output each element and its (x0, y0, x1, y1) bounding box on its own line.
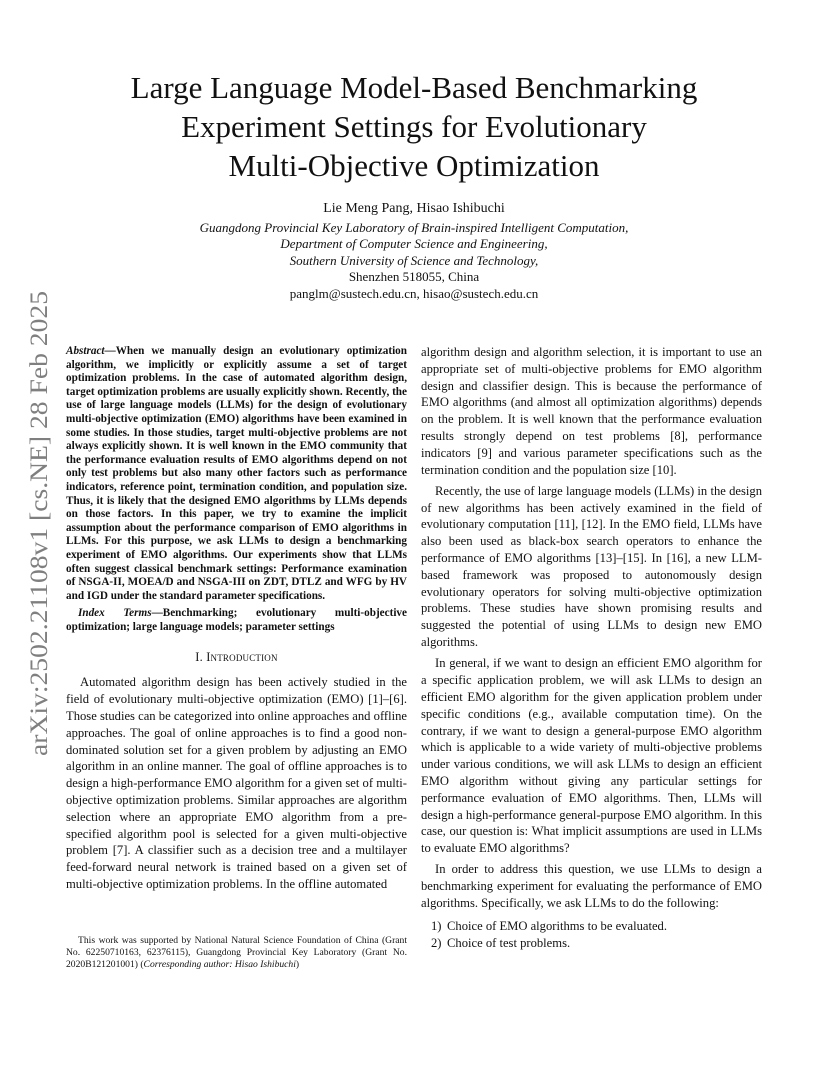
title-line: Large Language Model-Based Benchmarking (130, 70, 698, 105)
task-list (421, 918, 762, 952)
abstract-text: —When we manually design an evolutionary optimization algorithm, we implicitly or explicitly assume a set of target optimization problems. In the case of automated algorithm design, target optimization problems are usually explicitly shown. Recently, the use of large language models (LLMs) for the design of evolutionary multi-objective optimization (EMO) algorithms have been examined in some studies. In those studies, target multi-objective problems are not always explicitly shown. It is well known in the EMO community that the performance evaluation results of EMO algorithms depend on not only test problems but also many other factors such as performance indicators, reference point, termination condition, and population size. Thus, it is likely that the designed EMO algorithms by LLMs depends on those factors. In this paper, we try to examine the implicit assumption about the performance comparison of EMO algorithms in LLMs. For this purpose, we ask LLMs to design a benchmarking experiment of EMO algorithms. Our experiments show that LLMs often suggest classical benchmark settings: Performance examination of NSGA-II, MOEA/D and NSGA-III on ZDT, DTLZ and WFG by HV and IGD under the standard parameter specifications. (66, 345, 407, 602)
body-paragraph: algorithm design and algorithm selection, it is important to use an appropriate set of multi-objective problems for EMO algorithm design and classifier design. This is because the performance of EMO algorithms (and almost all optimization algorithms) depends on the problem. It is well known that the performance evaluation results strongly depend on test problems [8], performance indicators [9] and various parameter specifications such as the termination condition and the population size [10]. (421, 345, 762, 477)
funding-footnote (66, 935, 407, 971)
list-item (421, 918, 762, 935)
author-emails: panglm@sustech.edu.cn, hisao@sustech.edu.cn (289, 285, 539, 301)
footnote-text: This work was supported by National Natural Science Foundation of China (Grant No. 62250710163, 62376115), Guangdong Provincial Key Laboratory (Grant No. 2020B121201001) ( (66, 935, 407, 970)
footnote-corresponding: Corresponding author: Hisao Ishibuchi (143, 959, 296, 970)
affiliation-line: Southern University of Science and Technology, (289, 252, 539, 268)
affiliation-line: Department of Computer Science and Engineering, (280, 236, 548, 251)
list-number: 1) (431, 918, 442, 933)
affiliation-line: Guangdong Provincial Key Laboratory of Brain-inspired Intelligent Computation, (199, 219, 629, 235)
footnote-close: ) (295, 959, 300, 970)
intro-paragraph: Automated algorithm design has been actively studied in the field of evolutionary multi-objective optimization (EMO) [1]–[6]. Those studies can be categorized into online approaches and offline approaches. The goal of online approaches is to find a good non-dominated solution set for a given problem by adjusting an EMO algorithm in an online manner. The goal of offline approaches is to design a high-performance EMO algorithm for a given set of multi-objective optimization problems. Similar approaches are algorithm selection where an appropriate EMO algorithm from a pre-specified algorithm pool is selected for a given multi-objective problem [7]. A classifier such as a decision tree and a multilayer feed-forward neural network is trained based on a given set of multi-objective optimization problems. In the offline automated (66, 675, 407, 892)
body-paragraph: In order to address this question, we use LLMs to design a benchmarking experiment for evaluating the performance of EMO algorithms. Specifically, we ask LLMs to do the following: (421, 862, 762, 910)
list-text: Choice of EMO algorithms to be evaluated. (447, 918, 667, 933)
list-number: 2) (431, 935, 442, 950)
title-line: Multi-Objective Optimization (228, 148, 600, 183)
arxiv-identifier: arXiv:2502.21108v1 [cs.NE] 28 Feb 2025 (26, 334, 53, 756)
section-numeral: I. (195, 650, 207, 665)
left-column (66, 345, 407, 893)
index-terms-label: Index Terms (78, 607, 152, 620)
paper-title (80, 68, 748, 185)
title-line: Experiment Settings for Evolutionary (181, 109, 647, 144)
author-names: Lie Meng Pang, Hisao Ishibuchi (323, 201, 505, 216)
section-heading (66, 650, 407, 665)
right-column (421, 344, 762, 952)
body-paragraph: Recently, the use of large language models (LLMs) in the design of new algorithms has been actively examined in the field of evolutionary computation [11], [12]. In the EMO field, LLMs have also been used as black-box search operators to enhance the performance of EMO algorithms [13]–[15]. In [16], a new LLM-based framework was proposed to autonomously design evolutionary operators for solving multi-objective optimization problems. These studies have shown promising results and suggested the potential of using LLMs to design new EMO algorithms. (421, 483, 762, 650)
author-city: Shenzhen 518055, China (348, 269, 480, 284)
arxiv-side-stamp (16, 288, 56, 758)
list-item (421, 935, 762, 952)
author-block (80, 201, 748, 302)
abstract (66, 345, 407, 603)
abstract-label: Abstract (66, 345, 105, 357)
list-text: Choice of test problems. (447, 935, 571, 950)
section-title: Introduction (206, 650, 278, 665)
index-terms-text: —Benchmarking; evolutionary multi-objective optimization; large language models; parameter settings (66, 607, 407, 633)
body-paragraph: In general, if we want to design an efficient EMO algorithm for a specific application problem, we will ask LLMs to design an efficient EMO algorithm for the given application problem under specific conditions (e.g., available computation time). On the contrary, if we want to design a general-purpose EMO algorithm which is applicable to a wide variety of multi-objective problems under various conditions, we will ask LLMs to design an efficient EMO algorithm without giving any particular settings for performance evaluation of EMO algorithms. Then, LLMs will design a high-performance general-purpose EMO algorithm. In this case, our question is: What implicit assumptions are used in LLMs to evaluate EMO algorithms? (421, 656, 762, 856)
index-terms (66, 607, 407, 634)
